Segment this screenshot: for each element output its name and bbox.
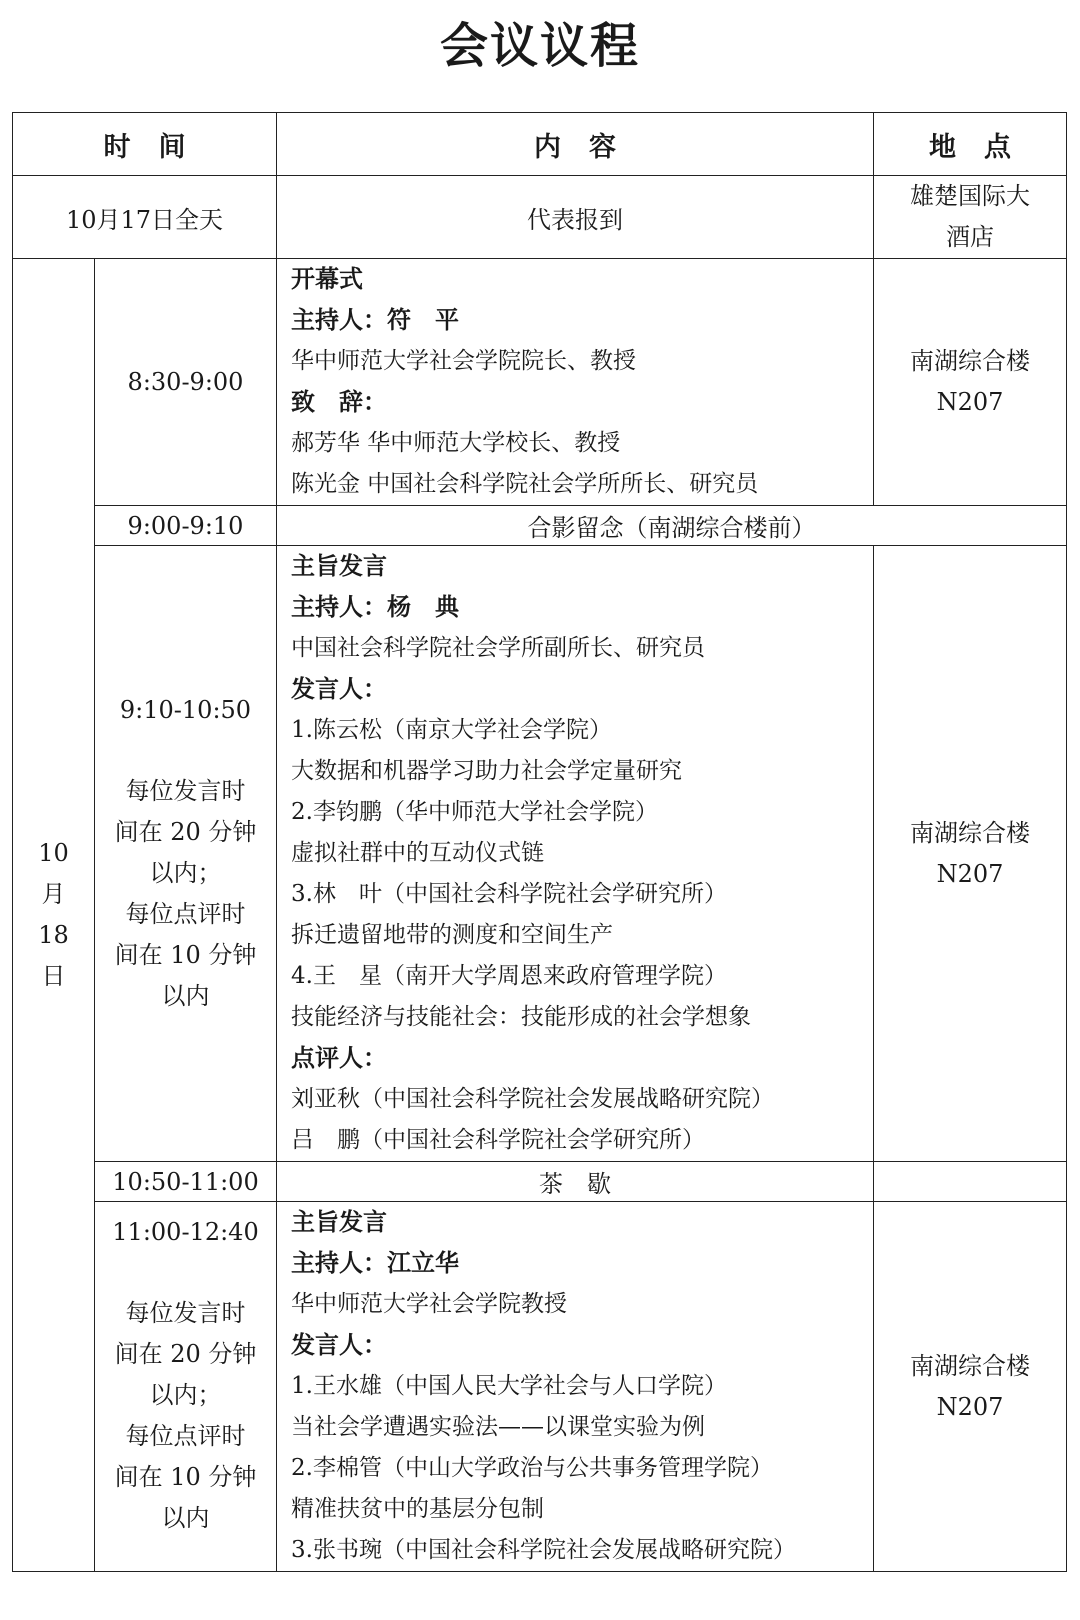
keynote2-time: 11:00-12:40 每位发言时 间在 20 分钟 以内； 每位点评时 间在 10 分钟 以内 (95, 1202, 277, 1572)
registration-row (13, 176, 1067, 259)
photo-content: 合影留念（南湖综合楼前） (277, 506, 1067, 546)
opening-row (13, 259, 1067, 506)
photo-time: 9:00-9:10 (95, 506, 277, 546)
tea-place (874, 1162, 1067, 1202)
header-content: 内容 (277, 113, 874, 176)
keynote2-content: 主旨发言 主持人：江立华 华中师范大学社会学院教授 发言人： 1.王水雄（中国人民大学社会与人口学院） 当社会学遭遇实验法——以课堂实验为例 2.李棉管（中山大学政治与公共事务管理学院） 精准扶贫中的基层分包制 3.张书琬（中国社会科学院社会发展战略研究院） (277, 1202, 874, 1572)
tea-time: 10:50-11:00 (95, 1162, 277, 1202)
header-time: 时间 (13, 113, 277, 176)
opening-place: 南湖综合楼 N207 (874, 259, 1067, 506)
opening-time: 8:30-9:00 (95, 259, 277, 506)
keynote1-time: 9:10-10:50 每位发言时 间在 20 分钟 以内； 每位点评时 间在 10 分钟 以内 (95, 546, 277, 1162)
header-place: 地点 (874, 113, 1067, 176)
tea-row (13, 1162, 1067, 1202)
registration-place: 雄楚国际大 酒店 (874, 176, 1067, 259)
day18-label: 10 月 18 日 (13, 259, 95, 1572)
keynote2-row (13, 1202, 1067, 1572)
keynote1-row (13, 546, 1067, 1162)
opening-content: 开幕式 主持人：符 平 华中师范大学社会学院院长、教授 致 辞： 郝芳华 华中师范大学校长、教授 陈光金 中国社会科学院社会学所所长、研究员 (277, 259, 874, 506)
keynote1-content: 主旨发言 主持人：杨 典 中国社会科学院社会学所副所长、研究员 发言人： 1.陈云松（南京大学社会学院） 大数据和机器学习助力社会学定量研究 2.李钧鹏（华中师范大学社会学院） 虚拟社群中的互动仪式链 3.林 叶（中国社会科学院社会学研究所） 拆迁遗留地带的测度和空间生产 4.王 星（南开大学周恩来政府管理学院） 技能经济与技能社会：技能形成的社会学想象 点评人： 刘亚秋（中国社会科学院社会发展战略研究院） 吕 鹏（中国社会科学院社会学研究所） (277, 546, 874, 1162)
keynote1-place: 南湖综合楼 N207 (874, 546, 1067, 1162)
registration-time: 10月17日全天 (13, 176, 277, 259)
host-line: 主持人：符 平 (291, 306, 459, 334)
tea-content: 茶 歇 (277, 1162, 874, 1202)
page-title: 会议议程 (439, 18, 640, 74)
photo-row (13, 506, 1067, 546)
agenda-table (12, 112, 1067, 1572)
keynote2-place: 南湖综合楼 N207 (874, 1202, 1067, 1572)
registration-content: 代表报到 (277, 176, 874, 259)
header-row (13, 113, 1067, 176)
session-title: 开幕式 (291, 265, 363, 293)
